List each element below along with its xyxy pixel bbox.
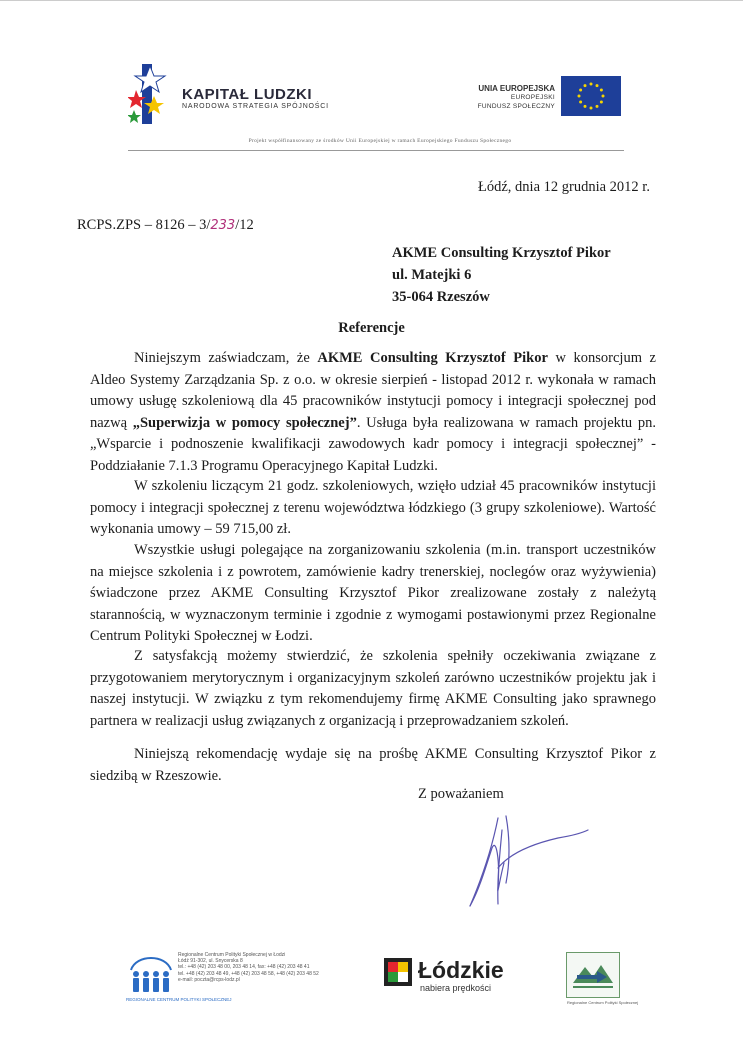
eu-star-icon [602, 95, 605, 98]
reference-handwritten: 233 [210, 218, 236, 233]
scan-edge [0, 0, 743, 1]
reference-prefix: RCPS.ZPS – 8126 – 3/ [77, 217, 211, 233]
place-date: Łódź, dnia 12 grudnia 2012 r. [478, 179, 650, 195]
p1-company-name: AKME Consulting Krzysztof Pikor [317, 350, 548, 366]
rcps-logo [128, 950, 174, 998]
rcps-address-line: tel.: +48 (42) 203 48 00, 203 48 14, fax: +48 (42) 203 48 41 [178, 964, 310, 971]
paragraph-2: W szkoleniu liczącym 21 godz. szkoleniowych, wzięło udział 45 pracowników instytucji pomocy i integracji społecznej z terenu województwa łódzkiego (3 grupy szkoleniowe). Wartość wykonania umowy – 59 715,00 zł. [90, 478, 656, 538]
program-subtitle: NARODOWA STRATEGIA SPÓJNOŚCI [182, 103, 329, 110]
paragraph-1 [90, 348, 656, 478]
eu-star-icon [579, 101, 582, 104]
rcps-address-line: Łódź 91-302, ul. Snycerska 8 [178, 958, 243, 965]
paragraph-4: Z satysfakcją możemy stwierdzić, że szkolenia spełniły oczekiwania związane z przygotowaniem merytorycznym i organizacyjnym szkoleń zarówno uczestników projektu jak i naszej instytucji. W związku z tym rekomendujemy firmę AKME Consulting jako sprawnego partnera w realizacji usług związanych z organizacją i przeprowadzaniem szkoleń. [90, 648, 656, 729]
reference-number [77, 217, 254, 234]
eu-star-icon [600, 101, 603, 104]
p1-text-a: Niniejszym zaświadczam, że [134, 350, 318, 366]
rcps-caption: REGIONALNE CENTRUM POLITYKI SPOŁECZNEJ [126, 997, 232, 1002]
document-title: Referencje [338, 320, 405, 336]
recipient-name: AKME Consulting Krzysztof Pikor [392, 245, 611, 261]
p1-training-name: „Superwizja w pomocy społecznej” [132, 414, 357, 431]
eu-fund-line2: FUNDUSZ SPOŁECZNY [477, 103, 555, 110]
program-title: KAPITAŁ LUDZKI [182, 86, 313, 103]
eu-flag-icon [561, 76, 621, 116]
region-name: Łódzkie [418, 957, 504, 983]
p1-text-c: w konsorcjum z Aldeo Systemy Zarządzania Sp. z o.o. w okresie sierpień - listopad 2012 r. wykonała w ramach umowy usługę szkoleniową dla 45 pracowników instytucji pomocy i integracji społecznej pod nazwą [90, 350, 656, 431]
region-slogan: nabiera prędkości [420, 983, 492, 993]
partner-logo [566, 952, 620, 998]
eu-star-icon [579, 89, 582, 92]
eu-star-icon [596, 84, 599, 87]
rcps-address [178, 952, 358, 983]
eu-title: UNIA EUROPEJSKA [478, 84, 555, 93]
eu-star-icon [590, 107, 593, 110]
eu-star-icon [590, 83, 593, 86]
eu-fund-line1: EUROPEJSKI [510, 94, 555, 101]
paragraph-5: Niniejszą rekomendację wydaje się na prośbę AKME Consulting Krzysztof Pikor z siedzibą w Rzeszowie. [90, 746, 656, 784]
kapital-ludzki-logo [128, 62, 172, 126]
eu-star-icon [600, 89, 603, 92]
lodzkie-logo-icon [384, 958, 412, 986]
eu-star-icon [584, 105, 587, 108]
recipient-city: 35-064 Rzeszów [392, 289, 490, 305]
recipient-address [392, 242, 611, 308]
eu-star-icon [584, 84, 587, 87]
handwritten-signature [440, 808, 590, 918]
eu-star-icon [596, 105, 599, 108]
rcps-address-line: tel. +48 (42) 203 48 49, +48 (42) 203 48 58, +48 (42) 203 48 52 [178, 970, 319, 977]
p1-text-e: . Usługa była realizowana w ramach projektu pn. „Wsparcie i podnoszenie kwalifikacji zawodowych kadr pomocy i integracji społecznej” - Poddziałanie 7.1.3 Programu Operacyjnego Kapitał Ludzki. [90, 414, 656, 474]
rcps-address-line: e-mail: poczta@rcps-lodz.pl [178, 976, 240, 983]
paragraph-3: Wszystkie usługi polegające na zorganizowaniu szkolenia (m.in. transport uczestników na miejsce szkolenia i z powrotem, zamówienie kadry trenerskiej, noclegów oraz wyżywienia) świadczone przez AKME Consulting Krzysztof Pikor zrealizowane zostały z należytą starannością, w wyznaczonym terminie i zgodnie z wymogami postawionymi przez Regionalne Centrum Polityki Społecznej w Łodzi. [90, 542, 656, 645]
recipient-street: ul. Matejki 6 [392, 267, 472, 283]
rcps-address-line: Regionalne Centrum Polityki Społecznej w Łodzi [178, 952, 286, 958]
reference-suffix: /12 [235, 217, 254, 233]
eu-label [470, 84, 555, 111]
partner-caption: Regionalne Centrum Polityki Społecznej [567, 1000, 639, 1005]
project-cofinancing-note: Projekt współfinansowany ze środków Unii Europejskiej w ramach Europejskiego Funduszu Społecznego [248, 138, 512, 144]
closing-phrase: Z poważaniem [418, 786, 504, 802]
eu-star-icon [578, 95, 581, 98]
header-divider [128, 150, 624, 151]
